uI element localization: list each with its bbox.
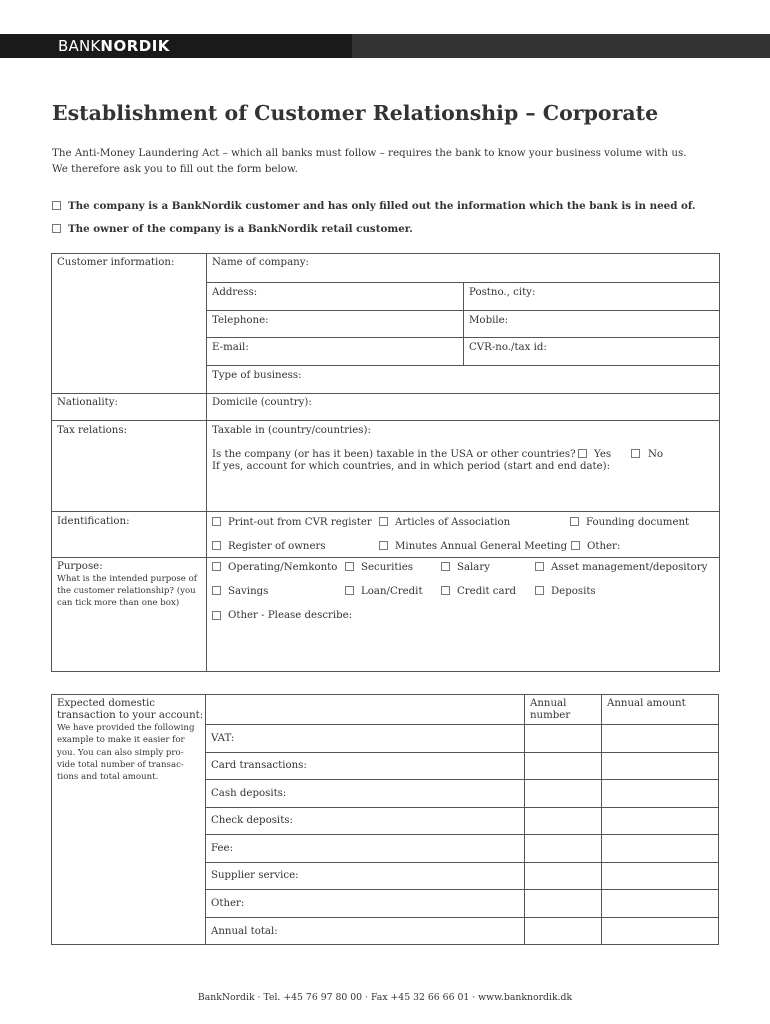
id-articles-label: Articles of Association (395, 517, 511, 528)
id-founding-checkbox[interactable] (570, 517, 579, 526)
page-title: Establishment of Customer Relationship – Corporate (52, 101, 659, 125)
domicile-field[interactable]: Domicile (country): (212, 397, 312, 408)
row-other: Other: (211, 898, 245, 909)
purpose-operating-label: Operating/Nemkonto (228, 562, 338, 573)
purpose-operating-checkbox[interactable] (212, 562, 221, 571)
address-field[interactable]: Address: (212, 287, 258, 298)
row-vat: VAT: (211, 733, 235, 744)
id-other-label: Other: (587, 541, 621, 552)
transactions-help-line: tions and total amount. (57, 772, 159, 783)
row-check-deposits: Check deposits: (211, 815, 293, 826)
purpose-other-checkbox[interactable] (212, 611, 221, 620)
name-of-company-field[interactable]: Name of company: (212, 257, 309, 268)
transactions-help-line: vide total number of transac- (57, 759, 184, 770)
purpose-help (57, 573, 197, 609)
row-supplier-service: Supplier service: (211, 870, 299, 881)
taxable-in-field[interactable]: Taxable in (country/countries): (212, 425, 371, 436)
purpose-securities-checkbox[interactable] (345, 562, 354, 571)
purpose-securities-label: Securities (361, 562, 414, 573)
purpose-credit-card-checkbox[interactable] (441, 586, 450, 595)
transactions-help-line: We have provided the following (57, 723, 195, 733)
owner-checkbox-label: The owner of the company is a BankNordik retail customer. (68, 223, 413, 235)
purpose-asset-checkbox[interactable] (535, 562, 544, 571)
id-minutes-label: Minutes Annual General Meeting (395, 541, 568, 552)
purpose-savings-checkbox[interactable] (212, 586, 221, 595)
identification-label: Identification: (57, 516, 130, 527)
transactions-heading-line: transaction to your account: (57, 710, 204, 721)
id-register-owners-label: Register of owners (228, 541, 326, 552)
header-bar-dark (0, 34, 352, 58)
transactions-help-line: example to make it easier for (57, 735, 185, 746)
card-amount-cell[interactable] (603, 754, 717, 778)
type-of-business-field[interactable]: Type of business: (212, 370, 302, 381)
id-cvr-printout-checkbox[interactable] (212, 517, 221, 526)
id-other-checkbox[interactable] (571, 541, 580, 550)
purpose-deposits-label: Deposits (551, 586, 596, 597)
row-card-transactions: Card transactions: (211, 760, 307, 771)
row-annual-total: Annual total: (211, 926, 278, 937)
customer-info-label: Customer information: (57, 257, 175, 268)
vat-number-cell[interactable] (526, 726, 600, 751)
id-register-owners-checkbox[interactable] (212, 541, 221, 550)
nationality-label: Nationality: (57, 397, 118, 408)
taxable-account-field[interactable]: If yes, account for which countries, and in which period (start and end date): (212, 461, 611, 472)
intro-line-1: The Anti-Money Laundering Act – which all banks must follow – requires the bank to know your business volume with us. (52, 147, 687, 159)
banknordik-logo: BANKNORDIK (58, 37, 170, 55)
telephone-field[interactable]: Telephone: (212, 315, 269, 326)
transactions-help-line: you. You can also simply pro- (57, 747, 184, 758)
tax-relations-label: Tax relations: (57, 425, 127, 436)
taxable-no-checkbox[interactable] (631, 449, 640, 458)
owner-checkbox[interactable] (52, 224, 61, 233)
col-annual-number-line: Annual (530, 698, 567, 709)
purpose-salary-checkbox[interactable] (441, 562, 450, 571)
transactions-heading (57, 698, 203, 722)
purpose-other-label: Other - Please describe: (228, 610, 353, 621)
row-fee: Fee: (211, 843, 234, 854)
purpose-help-line: can tick more than one box) (57, 598, 180, 608)
purpose-deposits-checkbox[interactable] (535, 586, 544, 595)
purpose-help-line: the customer relationship? (you (57, 586, 196, 596)
taxable-yes-label: Yes (594, 449, 612, 460)
customer-checkbox[interactable] (52, 201, 61, 210)
taxable-yes-checkbox[interactable] (578, 449, 587, 458)
purpose-savings-label: Savings (228, 586, 269, 597)
purpose-asset-label: Asset management/depository (551, 562, 708, 573)
vat-amount-cell[interactable] (603, 726, 717, 751)
purpose-help-line: What is the intended purpose of (57, 574, 197, 584)
customer-checkbox-label: The company is a BankNordik customer and has only filled out the information which the bank is in need of. (68, 200, 696, 212)
purpose-label: Purpose: (57, 561, 103, 572)
purpose-salary-label: Salary (457, 562, 491, 573)
purpose-credit-card-label: Credit card (457, 586, 516, 597)
card-number-cell[interactable] (526, 754, 600, 778)
footer: BankNordik · Tel. +45 76 97 80 00 · Fax +45 32 66 66 01 · www.banknordik.dk (197, 992, 573, 1003)
intro-text (52, 145, 687, 177)
purpose-loan-checkbox[interactable] (345, 586, 354, 595)
row-cash-deposits: Cash deposits: (211, 788, 287, 799)
col-annual-number (530, 698, 570, 722)
col-annual-number-line: number (530, 710, 571, 721)
id-minutes-checkbox[interactable] (379, 541, 388, 550)
id-founding-label: Founding document (586, 517, 690, 528)
id-articles-checkbox[interactable] (379, 517, 388, 526)
mobile-field[interactable]: Mobile: (469, 315, 509, 326)
transactions-help (57, 722, 194, 783)
purpose-loan-label: Loan/Credit (361, 586, 423, 597)
total-amount-cell[interactable] (603, 919, 717, 943)
email-field[interactable]: E-mail: (212, 342, 249, 353)
postno-city-field[interactable]: Postno., city: (469, 287, 536, 298)
taxable-no-label: No (648, 449, 664, 460)
col-annual-amount: Annual amount (607, 698, 686, 709)
transactions-heading-line: Expected domestic (57, 698, 155, 709)
intro-line-2: We therefore ask you to fill out the form below. (52, 163, 298, 175)
total-number-cell[interactable] (526, 919, 600, 943)
id-cvr-printout-label: Print-out from CVR register (228, 517, 372, 528)
cvr-field[interactable]: CVR-no./tax id: (469, 342, 547, 353)
taxable-question: Is the company (or has it been) taxable in the USA or other countries? (212, 449, 576, 460)
